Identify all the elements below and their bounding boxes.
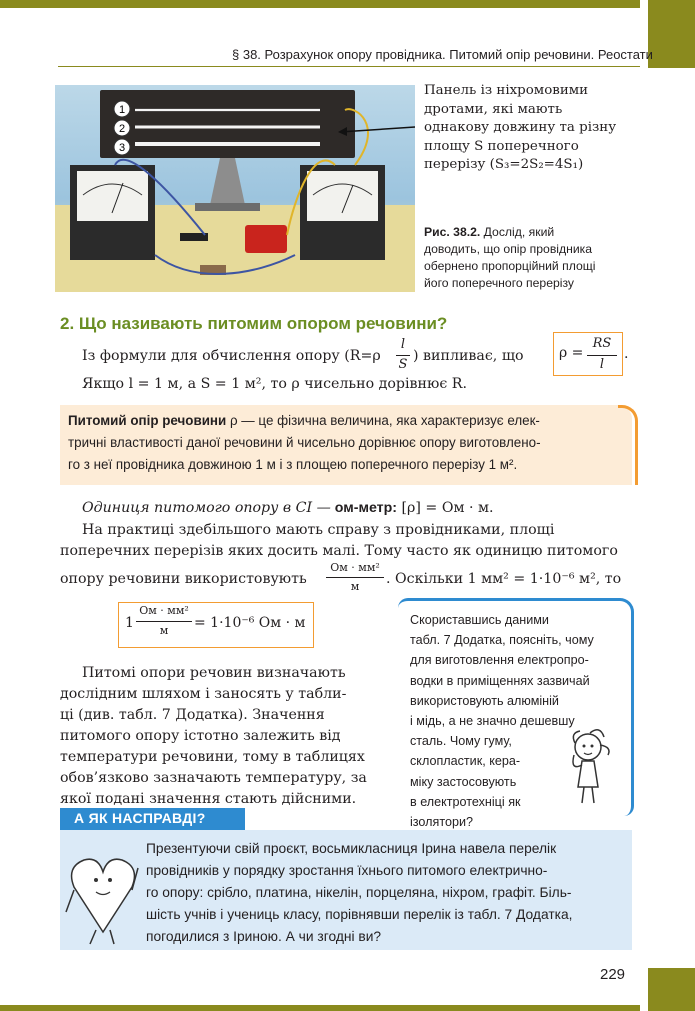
unit-frac-bar: [326, 577, 384, 578]
box-frac-numerator: Ом · мм²: [139, 604, 189, 617]
figure-caption-line: його поперечного перерізу: [424, 276, 574, 290]
period: .: [624, 346, 629, 362]
box-frac-bar: [136, 621, 192, 622]
unit-frac-denominator: м: [350, 580, 360, 593]
paragraph-line: обов’язково зазначають температуру, за: [60, 770, 367, 786]
paragraph-line: поперечних перерізів яких досить малі. Тому часто як одиницю питомого: [60, 543, 618, 559]
definition-line: ρ — це фізична величина, яка характеризує елек-: [226, 413, 540, 428]
question-line: і мідь, а не значно дешевшу: [410, 714, 575, 729]
box-result: = 1·10⁻⁶ Ом · м: [194, 615, 306, 631]
figure-caption-line: Дослід, який: [480, 225, 555, 239]
reality-line: погодилися з Іриною. А чи згодні ви?: [146, 929, 382, 944]
definition-term: Питомий опір речовини: [68, 413, 227, 428]
reality-line: шість учнів і учениць класу, порівнявши перелік із табл. 7 Додатка,: [146, 907, 573, 922]
figure-caption-label: Рис. 38.2.: [424, 225, 481, 239]
box-frac-denominator: м: [159, 624, 169, 637]
unit-italic: Одиниця питомого опору в СІ —: [82, 500, 331, 516]
paragraph-line: питомого опору істотно залежить від: [60, 728, 341, 744]
panel-description: [424, 82, 634, 175]
definition-line: тричні властивості даної речовини й чисельно дорівнює опору виготовлено-: [68, 435, 541, 450]
frac-s-denominator: S: [398, 357, 408, 372]
wire-number-2: [114, 120, 130, 136]
figure-caption: [424, 224, 639, 292]
thinking-girl-icon: [560, 725, 620, 805]
rs-numerator: RS: [592, 336, 612, 351]
reality-text: [146, 838, 626, 948]
definition-text: [68, 410, 624, 476]
paragraph-line: Питомі опори речовин визначають: [82, 665, 346, 681]
footer-band: [0, 1005, 640, 1011]
paragraph-line: . Оскільки 1 мм² = 1·10⁻⁶ м², то: [386, 571, 622, 587]
question-line: сталь. Чому гуму,: [410, 734, 512, 749]
header-band: [0, 0, 640, 8]
figure-caption-line: обернено пропорційний площі: [424, 259, 596, 273]
paragraph-2: [60, 663, 380, 810]
panel-description-line: дротами, які мають: [424, 101, 563, 117]
definition-line: го з неї провідника довжиною 1 м і з площею поперечного перерізу 1 м².: [68, 457, 518, 472]
reality-line: го опору: срібло, платина, нікелін, порцеляна, ніхром, графіт. Біль-: [146, 885, 572, 900]
paragraph-line: ці (див. табл. 7 Додатка). Значення: [60, 707, 325, 723]
panel-description-line: площу S поперечного: [424, 138, 579, 154]
formula-line-suffix: ) випливає, що: [413, 348, 524, 364]
paragraph-line: дослідним шляхом і заносять у табли-: [60, 686, 347, 702]
unit-bold: ом-метр:: [330, 500, 397, 516]
header-tab: [648, 0, 695, 68]
formula-line-prefix: Із формули для обчислення опору (R=ρ: [82, 348, 381, 364]
figure-caption-line: доводить, що опір провідника: [424, 242, 593, 256]
frac-l-numerator: l: [400, 337, 406, 352]
wire-number-3: [114, 139, 130, 155]
panel-description-line: однакову довжину та різну: [424, 120, 617, 135]
unit-line: [82, 498, 494, 519]
section-heading: 2. Що називають питомим опором речовини?: [60, 314, 448, 333]
frac-bar: [396, 355, 410, 356]
question-line: міку застосовують: [410, 774, 517, 789]
box-one: 1: [125, 615, 134, 631]
svg-text:2: 2: [118, 123, 126, 135]
svg-text:3: 3: [118, 142, 126, 154]
unit-frac-numerator: Ом · мм²: [330, 561, 380, 574]
reality-line: провідників у порядку зростання їхнього питомого електрично-: [146, 863, 548, 878]
footer-tab: [648, 968, 695, 1011]
rs-frac-bar: [587, 355, 617, 356]
paragraph-line: На практиці здебільшого мають справу з провідниками, площі: [82, 522, 555, 538]
formula-line-1: [82, 346, 381, 367]
svg-text:1: 1: [118, 104, 126, 116]
reality-line: Презентуючи свій проєкт, восьмикласниця Ірина навела перелік: [146, 841, 557, 856]
header-rule: [58, 66, 640, 67]
unit-formula: [ρ] = Ом · м.: [397, 500, 494, 516]
reality-title: А ЯК НАСПРАВДІ?: [74, 810, 206, 826]
question-line: ізолятори?: [410, 815, 473, 830]
panel-description-line: перерізу (S₃=2S₂=4S₁): [424, 157, 584, 172]
question-line: склопластик, кера-: [410, 754, 521, 769]
experiment-photo: [55, 85, 415, 292]
question-line: для виготовлення електропро-: [410, 653, 589, 668]
heart-character-icon: [64, 832, 142, 948]
question-line: табл. 7 Додатка, поясніть, чому: [410, 633, 594, 648]
running-header: § 38. Розрахунок опору провідника. Питомий опір речовини. Реостати: [232, 47, 653, 62]
question-line: Скориставшись даними: [410, 613, 549, 627]
question-line: в електротехніці як: [410, 794, 521, 809]
l-denominator: l: [599, 357, 605, 372]
rho-eq: ρ =: [559, 345, 584, 361]
paragraph-line: опору речовини використовують: [60, 571, 307, 587]
formula-line-2: Якщо l = 1 м, а S = 1 м², то ρ чисельно дорівнює R.: [82, 376, 467, 392]
question-line: використовують алюміній: [410, 693, 559, 708]
paragraph-line: температури речовини, тому в таблицях: [60, 749, 365, 765]
wire-number-1: [114, 101, 130, 117]
page-number: 229: [600, 966, 626, 983]
panel-description-line: Панель із ніхромовими: [424, 83, 589, 98]
question-line: водки в приміщеннях зазвичай: [410, 673, 590, 688]
paragraph-line: якої подані значення стають дійсними.: [60, 791, 357, 807]
